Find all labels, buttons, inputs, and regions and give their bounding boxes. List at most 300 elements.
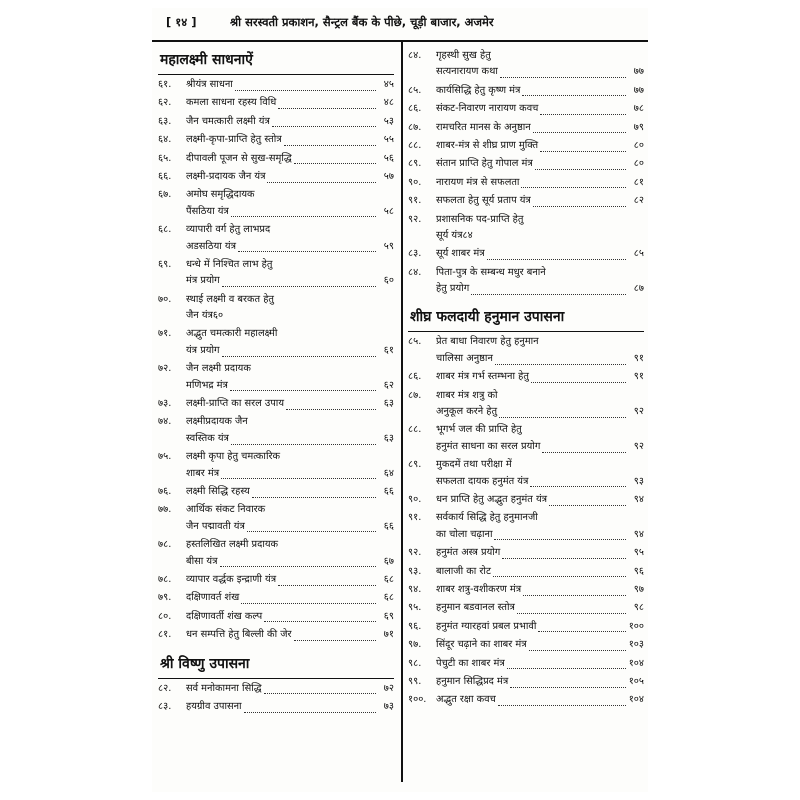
entry-line — [408, 83, 644, 99]
entry-title: गृहस्थी सुख हेतु — [436, 50, 491, 61]
entry-title: हयग्रीव उपासना — [186, 700, 242, 712]
entry-number: ८८. — [408, 139, 422, 151]
index-entry — [408, 138, 644, 154]
entry-title: सर्वकार्य सिद्धि हेतु हनुमानजी — [436, 512, 538, 524]
entry-title: हेतु प्रयोग — [436, 283, 470, 295]
entry-page: ५६ — [383, 152, 394, 164]
entry-line — [158, 502, 394, 518]
index-entry — [158, 414, 394, 447]
entry-title: दक्षिणावर्त शंख — [186, 592, 240, 604]
entry-number: ७२. — [158, 363, 172, 375]
entry-title: मणिभद्र मंत्र — [186, 379, 228, 391]
entry-number: ८२. — [158, 682, 172, 694]
entry-page: ७२ — [383, 682, 394, 694]
dot-leader — [264, 611, 376, 622]
column-divider — [401, 42, 403, 782]
entry-title: जैन चमत्कारी लक्ष्मी यंत्र — [186, 115, 270, 127]
entry-number: ८०. — [158, 610, 172, 622]
entry-number: ८६. — [408, 371, 422, 383]
entry-number: ६२. — [158, 97, 172, 109]
entry-line — [408, 564, 644, 580]
entry-line — [158, 95, 394, 111]
index-entry — [408, 692, 644, 708]
entry-number: ८४. — [408, 50, 422, 61]
dot-leader — [542, 442, 626, 453]
publisher-line: श्री सरस्वती प्रकाशन, सैन्ट्रल बैंक के पीछे, चूड़ी बाजार, अजमेर — [230, 15, 494, 29]
entry-page: ६३ — [383, 432, 394, 444]
entry-title: प्रशासनिक पद-प्राप्ति हेतु — [436, 213, 524, 225]
entry-page: ७९ — [633, 121, 644, 133]
dot-leader — [487, 249, 626, 260]
entry-line — [408, 101, 644, 117]
index-entry — [158, 169, 394, 185]
entry-title: धन प्राप्ति हेतु अद्भुत हनुमंत यंत्र — [436, 493, 548, 505]
entry-number: ९२. — [408, 547, 422, 559]
dot-leader — [222, 346, 376, 357]
entry-number: ९२. — [408, 213, 422, 225]
entry-line — [158, 449, 394, 465]
index-entry — [408, 120, 644, 136]
entry-line — [158, 572, 394, 588]
entry-number: ९७. — [408, 639, 422, 651]
entry-page: ९८ — [633, 602, 644, 614]
entry-page: ६६ — [383, 520, 394, 532]
entry-title: जैन लक्ष्मी प्रदायक — [186, 363, 251, 375]
entry-line — [408, 457, 644, 473]
entry-line — [408, 492, 644, 508]
entry-page: ९५ — [633, 547, 644, 559]
entry-title: लक्ष्मी कृपा हेतु चमत्कारिक — [186, 451, 281, 463]
dot-leader — [278, 575, 376, 586]
dot-leader — [500, 67, 626, 78]
entry-page: ७१ — [383, 629, 394, 641]
index-entry — [408, 600, 644, 616]
entry-page: ५३ — [383, 115, 394, 127]
entry-number: ६७. — [158, 189, 172, 201]
index-page — [152, 8, 648, 792]
index-entry — [158, 590, 394, 606]
entry-title: अमोघ समृद्धिदायक — [186, 189, 255, 201]
entry-number: ७१. — [158, 328, 172, 340]
entry-title: रामचरित मानस के अनुष्ठान — [436, 121, 531, 133]
entry-line — [158, 257, 394, 273]
entry-line — [408, 404, 644, 420]
dot-leader — [493, 566, 626, 577]
entry-line — [408, 527, 644, 543]
index-entry — [408, 388, 644, 421]
entry-number: ७७. — [158, 504, 172, 516]
entry-title: आर्थिक संकट निवारक — [186, 504, 266, 516]
entry-number: ७८. — [158, 539, 172, 551]
entry-line — [158, 590, 394, 606]
entry-title: जैन यंत्र६० — [186, 310, 224, 322]
entry-title: शाबर मंत्र गर्भ स्तम्भना हेतु — [436, 371, 529, 383]
entry-line — [408, 193, 644, 209]
entry-page: १०४ — [628, 657, 644, 669]
dot-leader — [272, 116, 376, 127]
entry-page: ९२ — [633, 406, 644, 418]
entry-line — [408, 212, 644, 228]
entry-number: ७५. — [158, 451, 172, 463]
entry-title: सूर्य यंत्र८४ — [436, 229, 473, 241]
index-entry — [158, 484, 394, 500]
entry-line — [408, 656, 644, 672]
dot-leader — [530, 476, 626, 487]
index-entry — [158, 361, 394, 394]
entry-title: व्यापारी वर्ग हेतु लाभप्रद — [186, 224, 271, 236]
entry-title: लक्ष्मी-प्राप्ति का सरल उपाय — [186, 398, 285, 410]
index-entry — [158, 699, 394, 715]
entry-line — [158, 554, 394, 570]
dot-leader — [244, 702, 376, 713]
entry-title: धन्धे में निश्चित लाभ हेतु — [186, 258, 273, 270]
entry-title: बालाजी का रोट — [436, 565, 491, 577]
dot-leader — [535, 159, 626, 170]
entry-line — [158, 239, 394, 255]
entry-line — [158, 308, 394, 324]
dot-leader — [221, 468, 376, 479]
entry-title: शाबर मंत्र — [186, 467, 220, 479]
index-entry — [408, 334, 644, 367]
entry-line — [408, 674, 644, 690]
index-entry — [158, 502, 394, 535]
entry-page: ७७ — [633, 66, 644, 78]
entry-line — [158, 414, 394, 430]
entry-line — [158, 431, 394, 447]
entry-title: स्थाई लक्ष्मी व बरकत हेतु — [186, 293, 275, 305]
entry-number: ७६. — [158, 485, 172, 497]
entry-page: ६८ — [383, 573, 394, 585]
dot-leader — [495, 354, 626, 365]
entry-line — [158, 699, 394, 715]
entry-page: ९१ — [633, 352, 644, 364]
entry-line — [158, 187, 394, 203]
entry-title: सफलता दायक हनुमंत यंत्र — [436, 475, 529, 487]
entry-title: हनुमंत अस्त्र प्रयोग — [436, 547, 501, 559]
entry-number: ८३. — [408, 248, 422, 260]
entry-line — [158, 273, 394, 289]
entry-page: ५७ — [383, 170, 394, 182]
entry-line — [408, 369, 644, 385]
index-entry — [408, 422, 644, 455]
entry-page: ६३ — [383, 398, 394, 410]
entry-line — [158, 326, 394, 342]
entry-line — [158, 77, 394, 93]
entry-title: यंत्र प्रयोग — [186, 344, 220, 356]
index-entry — [158, 95, 394, 111]
entry-title: बीसा यंत्र — [186, 555, 218, 567]
entry-number: ८१. — [158, 629, 172, 641]
entry-number: ९१. — [408, 512, 422, 524]
entry-number: ६४. — [158, 134, 172, 146]
index-entry — [408, 564, 644, 580]
entry-line — [408, 600, 644, 616]
entry-line — [158, 151, 394, 167]
entry-line — [408, 582, 644, 598]
entry-line — [158, 627, 394, 643]
entry-title: पेचुटी का शाबर मंत्र — [436, 657, 505, 669]
entry-line — [158, 114, 394, 130]
entry-line — [408, 246, 644, 262]
entry-page: ८० — [633, 158, 644, 170]
entry-page: १०० — [628, 620, 644, 632]
entry-line — [408, 510, 644, 526]
entry-page: ४८ — [383, 97, 394, 109]
entry-page: १०५ — [628, 675, 644, 687]
entry-line — [408, 439, 644, 455]
entry-number: ७०. — [158, 293, 172, 305]
dot-leader — [231, 434, 376, 445]
index-entry — [408, 369, 644, 385]
header-rule — [152, 40, 648, 42]
dot-leader — [230, 380, 376, 391]
entry-title: अडसठिया यंत्र — [186, 240, 237, 252]
index-entry — [158, 572, 394, 588]
dot-leader — [264, 683, 376, 694]
dot-leader — [521, 177, 626, 188]
entry-page: ९४ — [633, 528, 644, 540]
entry-line — [408, 120, 644, 136]
entry-line — [408, 48, 644, 64]
entry-number: ८६. — [408, 103, 422, 115]
dot-leader — [284, 135, 376, 146]
entry-page: ७३ — [383, 700, 394, 712]
entry-page: ९३ — [633, 475, 644, 487]
entry-line — [408, 64, 644, 80]
entry-title: व्यापार वर्द्धक इन्द्राणी यंत्र — [186, 573, 277, 585]
entry-line — [158, 609, 394, 625]
dot-leader — [498, 695, 626, 706]
dot-leader — [522, 85, 626, 96]
entry-title: दक्षिणावर्ती शंख कल्प — [186, 610, 263, 622]
entry-page: ६७ — [383, 555, 394, 567]
entry-title: चालिसा अनुष्ठान — [436, 352, 493, 364]
entry-number: ८७. — [408, 121, 422, 133]
entry-line — [158, 292, 394, 308]
dot-leader — [533, 122, 626, 133]
dot-leader — [549, 495, 626, 506]
entry-line — [408, 619, 644, 635]
index-entry — [408, 492, 644, 508]
dot-leader — [502, 548, 626, 559]
entry-line — [408, 175, 644, 191]
entry-line — [158, 343, 394, 359]
entry-title: मंत्र प्रयोग — [186, 275, 220, 287]
entry-title: हनुमान सिद्धिप्रद मंत्र — [436, 675, 509, 687]
index-entry — [408, 674, 644, 690]
entry-page: ६८ — [383, 592, 394, 604]
entry-page: ६२ — [383, 379, 394, 391]
entry-number: ७४. — [158, 416, 172, 428]
entry-number: ७८. — [158, 573, 172, 585]
entry-number: ९६. — [408, 620, 422, 632]
dot-leader — [494, 529, 626, 540]
dot-leader — [286, 399, 376, 410]
entry-line — [408, 692, 644, 708]
entry-title: अद्भुत चमत्कारी महालक्ष्मी — [186, 328, 278, 340]
entry-title: सत्यनारायण कथा — [436, 66, 498, 78]
entry-title: कमला साधना रहस्य विधि — [186, 97, 277, 109]
entry-title: लक्ष्मीप्रदायक जैन — [186, 416, 248, 428]
dot-leader — [241, 593, 376, 604]
entry-number: ६९. — [158, 258, 172, 270]
entry-line — [408, 228, 644, 244]
index-entry — [408, 246, 644, 262]
dot-leader — [235, 80, 376, 91]
entry-line — [408, 422, 644, 438]
entry-page: ६४ — [383, 467, 394, 479]
index-entry — [158, 396, 394, 412]
dot-leader — [510, 677, 626, 688]
index-entry — [408, 619, 644, 635]
entry-page: ९१ — [633, 371, 644, 383]
entry-line — [158, 169, 394, 185]
entry-title: हनुमंत साधना का सरल प्रयोग — [436, 440, 541, 452]
index-entry — [408, 457, 644, 490]
dot-leader — [517, 603, 626, 614]
entry-title: धन सम्पत्ति हेतु बिल्ली की जेर — [186, 629, 292, 641]
dot-leader — [507, 658, 626, 669]
index-entry — [408, 212, 644, 245]
entry-line — [408, 138, 644, 154]
entry-line — [158, 681, 394, 697]
entry-number: ९०. — [408, 176, 422, 188]
index-entry — [408, 83, 644, 99]
entry-number: ८९. — [408, 158, 422, 170]
index-entry — [158, 609, 394, 625]
entry-number: ८५. — [408, 84, 422, 96]
entry-number: ८८. — [408, 424, 422, 436]
entry-line — [158, 361, 394, 377]
index-entry — [408, 175, 644, 191]
entry-page: ७७ — [633, 84, 644, 96]
entry-page: ६० — [383, 275, 394, 287]
entry-title: सफलता हेतु सूर्य प्रताप यंत्र — [436, 195, 531, 207]
entry-line — [158, 222, 394, 238]
index-entry — [158, 627, 394, 643]
entry-title: लक्ष्मी-प्रदायक जैन यंत्र — [186, 170, 266, 182]
entry-line — [158, 204, 394, 220]
page-header — [152, 8, 648, 38]
entry-page: ८२ — [633, 195, 644, 207]
entry-number: ६३. — [158, 115, 172, 127]
index-entry — [158, 151, 394, 167]
index-entry — [158, 537, 394, 570]
dot-leader — [238, 241, 376, 252]
entry-page: ५५ — [383, 134, 394, 146]
entry-title: सिंदूर चढ़ाने का शाबर मंत्र — [436, 639, 527, 651]
entry-page: ९६ — [633, 565, 644, 577]
entry-number: ६५. — [158, 152, 172, 164]
index-entry — [408, 656, 644, 672]
entry-title: सर्व मनोकामना सिद्धि — [186, 682, 262, 694]
index-entry — [158, 326, 394, 359]
index-entry — [158, 132, 394, 148]
entry-number: ८४. — [408, 266, 422, 278]
entry-page: ९७ — [633, 583, 644, 595]
entry-line — [408, 265, 644, 281]
entry-page: ९४ — [633, 493, 644, 505]
dot-leader — [252, 487, 376, 498]
entry-title: संतान प्राप्ति हेतु गोपाल मंत्र — [436, 158, 533, 170]
index-entry — [408, 637, 644, 653]
entry-title: पिता-पुत्र के सम्बन्ध मधुर बनाने — [436, 266, 546, 278]
index-entry — [408, 510, 644, 543]
index-entry — [158, 114, 394, 130]
section-heading: महालक्ष्मी साधनाऐं — [158, 46, 394, 75]
entry-title: प्रेत बाधा निवारण हेतु हनुमान — [436, 336, 539, 348]
dot-leader — [499, 407, 626, 418]
index-entry — [158, 681, 394, 697]
entry-title: अनुकूल करने हेतु — [436, 406, 498, 418]
entry-page: ८७ — [633, 283, 644, 295]
entry-title: मुकदमें तथा परीक्षा में — [436, 459, 512, 471]
entry-number: ८७. — [408, 389, 422, 401]
dot-leader — [294, 153, 376, 164]
entry-title: नारायण मंत्र से सफलता — [436, 176, 520, 188]
entry-number: ९९. — [408, 675, 422, 687]
entry-title: स्वस्तिक यंत्र — [186, 432, 229, 444]
entry-line — [408, 351, 644, 367]
entry-page: ५८ — [383, 205, 394, 217]
entry-line — [158, 378, 394, 394]
entry-line — [408, 474, 644, 490]
entry-page: ६१ — [383, 344, 394, 356]
entry-title: दीपावली पूजन से सुख-समृद्धि — [186, 152, 292, 164]
index-entry — [158, 77, 394, 93]
entry-number: ९५. — [408, 602, 422, 614]
entry-title: अद्भुत रक्षा कवच — [436, 694, 496, 706]
entry-number: ८५. — [408, 336, 422, 348]
dot-leader — [471, 284, 626, 295]
entry-title: श्रीयंत्र साधना — [186, 79, 233, 90]
index-entry — [408, 265, 644, 298]
entry-line — [408, 281, 644, 297]
entry-line — [158, 484, 394, 500]
index-entry — [408, 101, 644, 117]
entry-number: ७९. — [158, 592, 172, 604]
section-heading: शीघ्र फलदायी हनुमान उपासना — [408, 303, 644, 332]
entry-title: सूर्य शाबर मंत्र — [436, 248, 485, 260]
entry-page: ८१ — [633, 176, 644, 188]
entry-line — [158, 537, 394, 553]
entry-title: संकट-निवारण नारायण कवच — [436, 103, 539, 115]
dot-leader — [540, 104, 626, 115]
entry-number: ८३. — [158, 700, 172, 712]
entry-page: १०३ — [628, 639, 644, 651]
index-entry — [408, 582, 644, 598]
entry-line — [408, 334, 644, 350]
dot-leader — [267, 172, 376, 183]
entry-title: कार्यसिद्धि हेतु कृष्ण मंत्र — [436, 84, 521, 96]
dot-leader — [523, 585, 626, 596]
entry-line — [158, 466, 394, 482]
entry-page: ९२ — [633, 440, 644, 452]
entry-page: ८० — [633, 139, 644, 151]
dot-leader — [222, 276, 376, 287]
entry-line — [408, 637, 644, 653]
index-entry — [158, 222, 394, 255]
entry-title: पैंसठिया यंत्र — [186, 205, 229, 217]
entry-number: ६८. — [158, 224, 172, 236]
entry-number: ९१. — [408, 195, 422, 207]
entry-number: ६६. — [158, 170, 172, 182]
entry-title: शाबर-मंत्र से शीघ्र प्राण मुक्ति — [436, 139, 539, 151]
index-entry — [158, 449, 394, 482]
index-entry — [158, 257, 394, 290]
dot-leader — [533, 196, 626, 207]
dot-leader — [538, 621, 626, 632]
